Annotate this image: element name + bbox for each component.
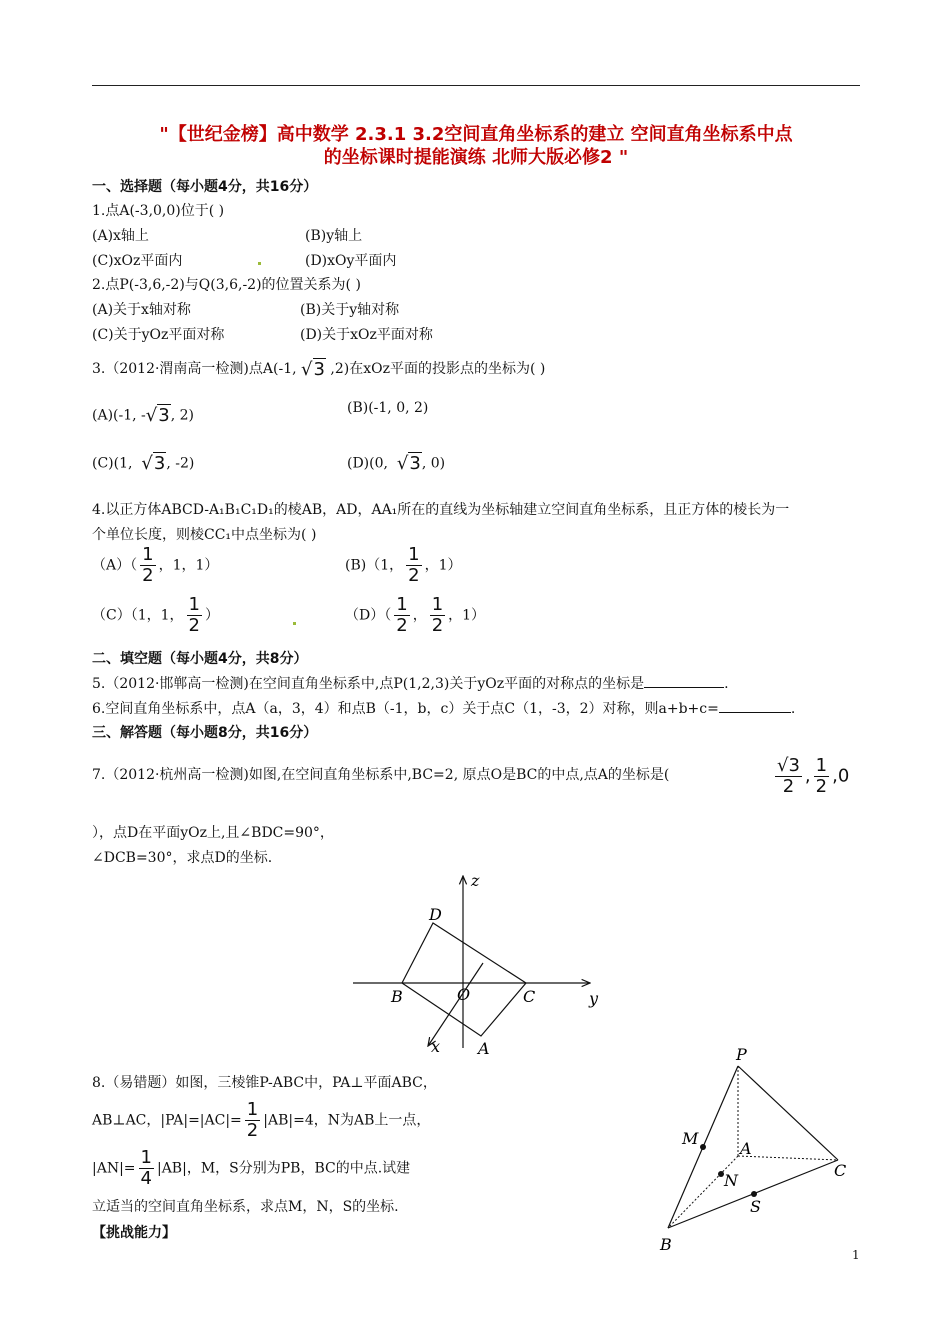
q7-line-3: ∠DCB=30°，求点D的坐标. <box>92 850 273 866</box>
x-axis <box>428 963 483 1046</box>
fraction-half <box>245 1100 260 1141</box>
q8-tetrahedron-figure <box>650 1040 860 1255</box>
q5-text <box>92 673 729 693</box>
mark-dot <box>293 622 296 625</box>
q6-text <box>92 698 795 718</box>
q2-option-c: (C)关于yOz平面对称 <box>92 327 225 343</box>
q4-a-pre: （A）（ <box>92 557 138 574</box>
q4-option-a <box>92 545 218 586</box>
q4-option-b <box>345 545 462 586</box>
fraction-quarter <box>139 1148 154 1189</box>
header-rule <box>92 85 860 86</box>
q1-option-a: (A)x轴上 <box>92 228 149 244</box>
denominator: 2 <box>815 776 828 797</box>
label-y: y <box>589 989 599 1008</box>
label-B: B <box>391 987 403 1006</box>
q3-option-c <box>92 453 194 474</box>
q7-line-1 <box>92 764 669 784</box>
q7-coordinate-figure <box>345 868 605 1060</box>
q3-d-post: , 0) <box>421 455 446 472</box>
q4-option-d <box>345 595 485 636</box>
answer-blank <box>719 700 791 713</box>
q4-line-1: 4.以正方体ABCD-A₁B₁C₁D₁的棱AB，AD，AA₁所在的直线为坐标轴建立空间直角坐标系，且正方体的棱长为一 <box>92 502 790 518</box>
q1-stem: 1.点A(-3,0,0)位于( ) <box>92 203 225 219</box>
denominator: 2 <box>431 615 444 636</box>
section3-heading: 三、解答题（每小题8分，共16分） <box>92 725 318 741</box>
label-B: B <box>660 1235 672 1254</box>
label-D: D <box>429 905 442 924</box>
q8-line2-pre: AB⊥AC，|PA|=|AC|= <box>92 1112 242 1129</box>
sqrt-3: √3 <box>145 405 170 426</box>
quadrilateral-BDCA <box>402 923 526 1036</box>
q2-stem: 2.点P(-3,6,-2)与Q(3,6,-2)的位置关系为( ) <box>92 277 361 293</box>
section2-heading: 二、填空题（每小题4分，共8分） <box>92 651 308 667</box>
q3-option-b: (B)(-1, 0, 2) <box>347 400 429 416</box>
numerator: 1 <box>408 544 420 565</box>
q5-stem: 5.（2012·邯郸高一检测)在空间直角坐标系中,点P(1,2,3)关于yOz平面的对称点的坐标是 <box>92 676 645 692</box>
edge-AC <box>738 1156 838 1160</box>
label-z: z <box>471 871 480 890</box>
q4-c-pre: （C）（1，1， <box>92 607 184 624</box>
q3-c-post: , -2) <box>166 455 195 472</box>
label-S: S <box>750 1197 761 1216</box>
edge-AB <box>668 1156 738 1228</box>
q4-line-2: 个单位长度，则棱CC₁中点坐标为( ) <box>92 527 317 543</box>
denominator: 2 <box>396 615 408 636</box>
denominator: 2 <box>142 565 154 586</box>
q1-option-d: (D)xOy平面内 <box>305 253 397 269</box>
challenge-heading: 【挑战能力】 <box>92 1225 176 1241</box>
section1-heading: 一、选择题（每小题4分，共16分） <box>92 179 318 195</box>
sqrt-3: √3 <box>396 453 421 474</box>
sqrt-3: √3 <box>301 358 325 380</box>
label-C: C <box>523 987 536 1006</box>
answer-blank <box>644 675 724 688</box>
q6-stem: 6.空间直角坐标系中，点A（a，3，4）和点B（-1，b，c）关于点C（1，-3，2）对称，则a+b+c= <box>92 701 719 717</box>
fraction-half <box>430 595 445 636</box>
label-x: x <box>431 1037 441 1056</box>
q4-a-post: ，1，1） <box>158 557 219 574</box>
edge-PC <box>738 1066 838 1160</box>
q8-line2-post: |AB|=4，N为AB上一点， <box>263 1112 431 1129</box>
denominator: 2 <box>408 565 420 586</box>
q8-line3-pre: |AN|= <box>92 1160 136 1177</box>
q6-end: . <box>790 701 796 717</box>
label-A: A <box>478 1039 490 1058</box>
q1-option-c: (C)xOz平面内 <box>92 253 183 269</box>
tail: ,0 <box>832 765 850 787</box>
q7-line-2: ），点D在平面yOz上,且∠BDC=90°， <box>92 825 334 841</box>
q7-line1-text: 7.（2012·杭州高一检测)如图,在空间直角坐标系中,BC=2, 原点O是BC的中点,点A的坐标是( <box>92 767 670 783</box>
q3-option-a <box>92 405 194 426</box>
fraction-half <box>140 545 155 586</box>
q8-line-3 <box>92 1148 410 1189</box>
numerator: 1 <box>188 594 200 615</box>
fraction-half <box>406 545 421 586</box>
numerator: 1 <box>140 1147 152 1168</box>
title-line-1: "【世纪金榜】高中数学 2.3.1 3.2空间直角坐标系的建立 空间直角坐标系中点 <box>159 124 793 145</box>
denominator: 2 <box>782 776 795 797</box>
q8-line-1: 8.（易错题）如图，三棱锥P-ABC中，PA⊥平面ABC， <box>92 1075 437 1091</box>
q4-d-pre: （D）（ <box>345 607 392 624</box>
q4-b-post: ，1） <box>424 557 462 574</box>
q3-stem <box>92 358 545 380</box>
q2-option-b: (B)关于y轴对称 <box>300 302 400 318</box>
point-M <box>700 1144 706 1150</box>
label-O: O <box>457 985 471 1004</box>
q4-d-post: ，1） <box>448 607 486 624</box>
denominator: 2 <box>246 1120 259 1141</box>
q4-c-post: ） <box>204 607 219 624</box>
numerator: 1 <box>815 755 828 776</box>
separator: , <box>804 765 811 787</box>
q3-stem-pre: 3.（2012·渭南高一检测)点A(-1, <box>92 361 297 377</box>
q4-b-pre: (B)（1， <box>345 557 404 574</box>
q3-d-pre: (D)(0, <box>347 455 388 472</box>
q3-a-pre: (A)(-1, - <box>92 407 146 424</box>
sqrt-3: √3 <box>141 453 166 474</box>
label-M: M <box>682 1129 699 1148</box>
q7-coordinate <box>772 756 849 797</box>
denominator: 4 <box>140 1168 152 1189</box>
label-A: A <box>740 1139 752 1158</box>
radicand: 3 <box>409 453 421 474</box>
fraction-half <box>187 595 202 636</box>
numerator: 1 <box>396 594 408 615</box>
q3-stem-post: ,2)在xOz平面的投影点的坐标为( ) <box>330 361 546 377</box>
q2-option-d: (D)关于xOz平面对称 <box>300 327 433 343</box>
q8-line-2 <box>92 1100 430 1141</box>
radicand: 3 <box>313 358 325 380</box>
q3-option-d <box>347 453 445 474</box>
denominator: 2 <box>188 615 200 636</box>
mark-dot <box>258 262 261 265</box>
radicand: 3 <box>153 453 166 474</box>
q1-option-b: (B)y轴上 <box>305 228 363 244</box>
radicand: 3 <box>158 405 170 426</box>
q5-end: . <box>724 676 729 692</box>
title-line-2: 的坐标课时提能演练 北师大版必修2 " <box>323 147 629 168</box>
q3-c-pre: (C)(1, <box>92 455 133 472</box>
fraction-half <box>814 756 829 797</box>
q8-line-4: 立适当的空间直角坐标系，求点M，N，S的坐标. <box>92 1199 399 1215</box>
fraction-sqrt3-over-2 <box>775 756 802 797</box>
q8-line3-post: |AB|，M，S分别为PB，BC的中点.试建 <box>156 1160 411 1177</box>
q2-option-a: (A)关于x轴对称 <box>92 302 191 318</box>
label-P: P <box>736 1045 747 1064</box>
q4-d-mid: ， <box>412 607 427 624</box>
numerator: 1 <box>246 1099 259 1120</box>
page-number: 1 <box>852 1248 860 1262</box>
numerator: √3 <box>777 755 800 776</box>
q4-option-c <box>92 595 219 636</box>
label-N: N <box>724 1171 738 1190</box>
label-C: C <box>834 1161 847 1180</box>
numerator: 1 <box>431 594 444 615</box>
q3-a-post: , 2) <box>170 407 194 424</box>
numerator: 1 <box>142 544 154 565</box>
fraction-half <box>394 595 409 636</box>
